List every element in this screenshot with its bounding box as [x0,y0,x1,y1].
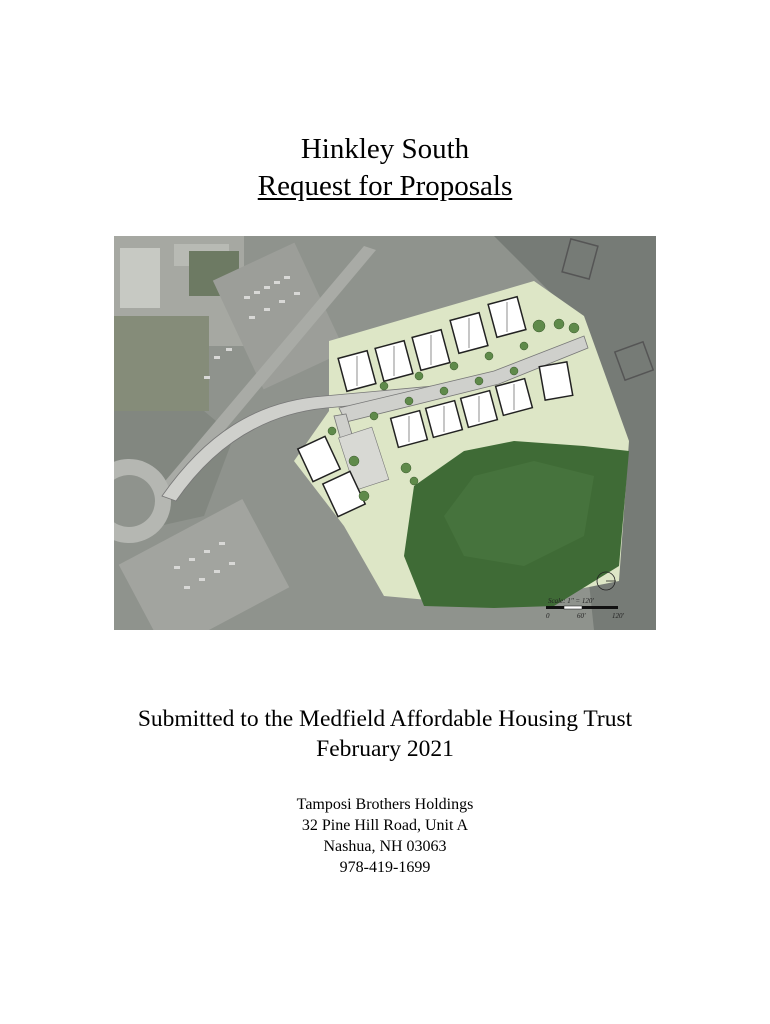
phone-number: 978-419-1699 [339,859,431,876]
company-name: Tamposi Brothers Holdings [296,796,474,813]
scale-tick-0: 0 [546,612,550,620]
submission-date: February 2021 [316,736,454,762]
site-plan-image [114,236,656,630]
submission-recipient: Submitted to the Medfield Affordable Housing Trust [137,706,633,732]
scale-tick-60: 60' [577,612,586,620]
document-title: Hinkley South [300,133,470,165]
scale-label: Scale: 1" = 120' [548,597,594,605]
scale-tick-120: 120' [612,612,624,620]
city-state-zip: Nashua, NH 03063 [323,838,447,855]
document-subtitle: Request for Proposals [257,170,513,202]
street-address: 32 Pine Hill Road, Unit A [301,817,469,834]
